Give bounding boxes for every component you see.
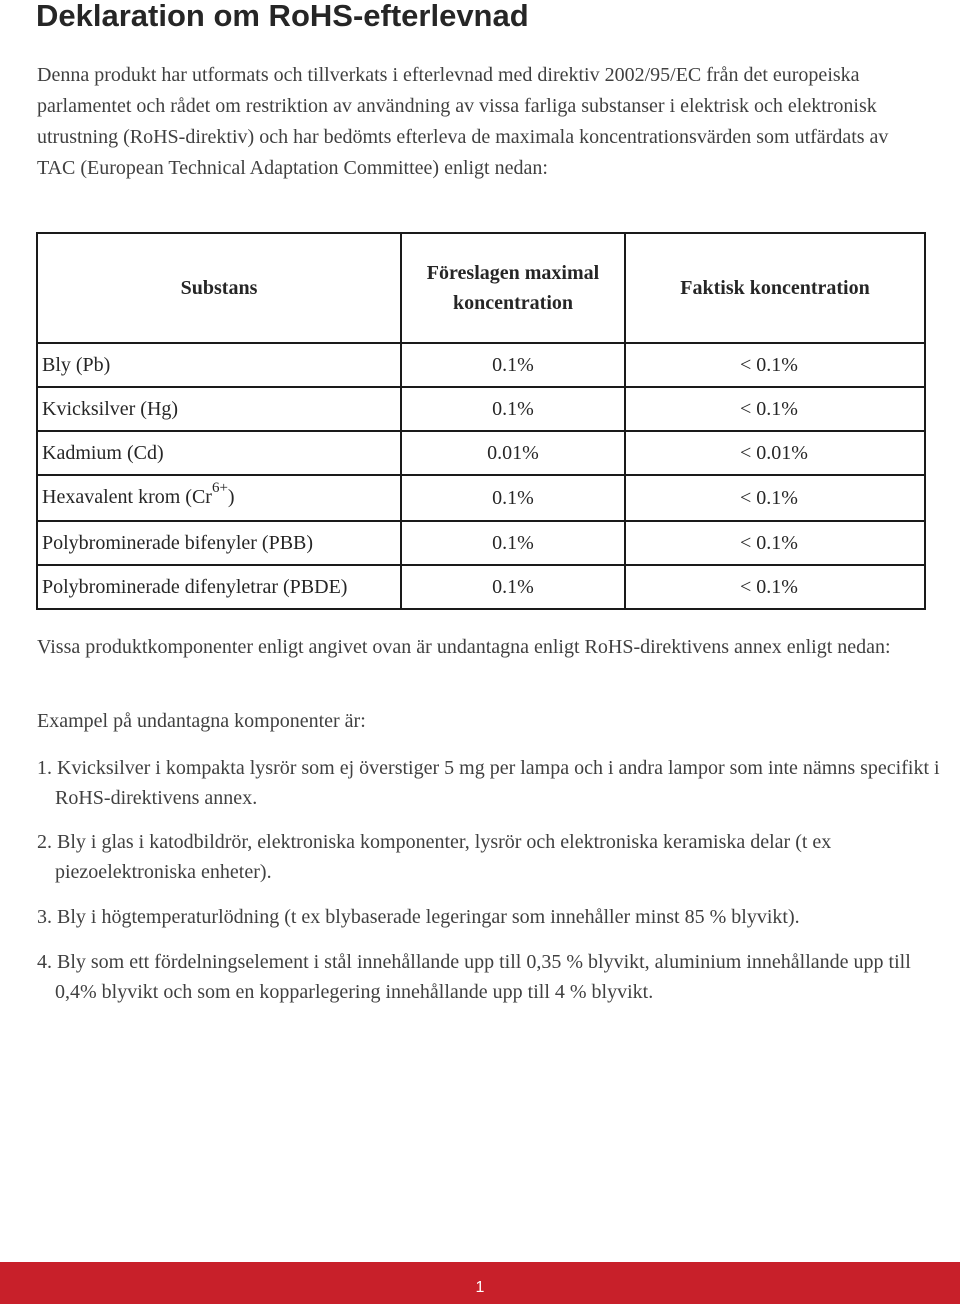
table-row <box>37 521 925 565</box>
footer-bar <box>0 1262 960 1304</box>
table-row <box>37 387 925 431</box>
substance-cell <box>37 565 401 609</box>
substance-name: Polybrominerade bifenyler (PBB) <box>42 532 314 554</box>
table-row <box>37 565 925 609</box>
max-cell: 0.1% <box>401 565 625 609</box>
actual-cell: < 0.1% <box>625 475 925 521</box>
example-item-4: 4. Bly som ett fördelningselement i stål innehållande upp till 0,35 % blyvikt, aluminium innehållande upp till 0,4% blyvikt och som en kopparlegering innehållande upp till 4 % blyvikt. <box>37 951 911 1003</box>
intro-paragraph: Denna produkt har utformats och tillverkats i efterlevnad med direktiv 2002/95/EC från det europeiska parlamentet och rådet om restriktion av användning av vissa farliga substanser i elektrisk och elektronisk utrustning (RoHS-direktiv) och har bedömts efterleva de maximala koncentrationsvärden som utfärdats av TAC (European Technical Adaptation Committee) enligt nedan: <box>37 64 889 179</box>
rohs-table <box>36 232 926 610</box>
substance-cell <box>37 387 401 431</box>
substance-suffix: ) <box>227 486 235 508</box>
max-cell: 0.1% <box>401 387 625 431</box>
superscript-charge: 6+ <box>211 480 228 496</box>
page-title: Deklaration om RoHS-efterlevnad <box>36 0 529 33</box>
substance-name: Bly (Pb) <box>42 354 111 376</box>
header-max-concentration <box>401 233 625 343</box>
actual-cell: < 0.1% <box>625 387 925 431</box>
substance-cell <box>37 475 401 521</box>
substance-name: Polybrominerade difenyletrar (PBDE) <box>42 576 348 598</box>
actual-cell: < 0.01% <box>625 431 925 475</box>
substance-name: Kvicksilver (Hg) <box>42 398 179 420</box>
substance-cell <box>37 521 401 565</box>
exempt-note: Vissa produktkomponenter enligt angivet ovan är undantagna enligt RoHS-direktivens annex enligt nedan: <box>37 636 891 658</box>
max-cell: 0.1% <box>401 475 625 521</box>
header-max-concentration-label: Föreslagen maximal koncentration <box>426 262 600 314</box>
example-item-2: 2. Bly i glas i katodbildrör, elektroniska komponenter, lysrör och elektroniska keramiska delar (t ex piezoelektroniska enheter). <box>37 831 832 883</box>
substance-cell <box>37 431 401 475</box>
max-cell: 0.1% <box>401 521 625 565</box>
table-row <box>37 431 925 475</box>
substance-name: Kadmium (Cd) <box>42 442 164 464</box>
max-cell: 0.01% <box>401 431 625 475</box>
substance-cell <box>37 343 401 387</box>
substance-name: Hexavalent krom (Cr <box>42 486 212 508</box>
header-actual-concentration: Faktisk koncentration <box>625 233 925 343</box>
table-row <box>37 475 925 521</box>
max-cell: 0.1% <box>401 343 625 387</box>
actual-cell: < 0.1% <box>625 343 925 387</box>
table-header-row <box>37 233 925 343</box>
page-number: 1 <box>475 1279 485 1296</box>
table-row <box>37 343 925 387</box>
examples-heading: Exampel på undantagna komponenter är: <box>37 710 366 732</box>
header-substance: Substans <box>37 233 401 343</box>
actual-cell: < 0.1% <box>625 521 925 565</box>
example-item-1: 1. Kvicksilver i kompakta lysrör som ej överstiger 5 mg per lampa och i andra lampor som inte nämns specifikt i RoHS-direktivens annex. <box>37 757 940 809</box>
example-item-3: 3. Bly i högtemperaturlödning (t ex blybaserade legeringar som innehåller minst 85 % blyvikt). <box>37 906 800 928</box>
actual-cell: < 0.1% <box>625 565 925 609</box>
